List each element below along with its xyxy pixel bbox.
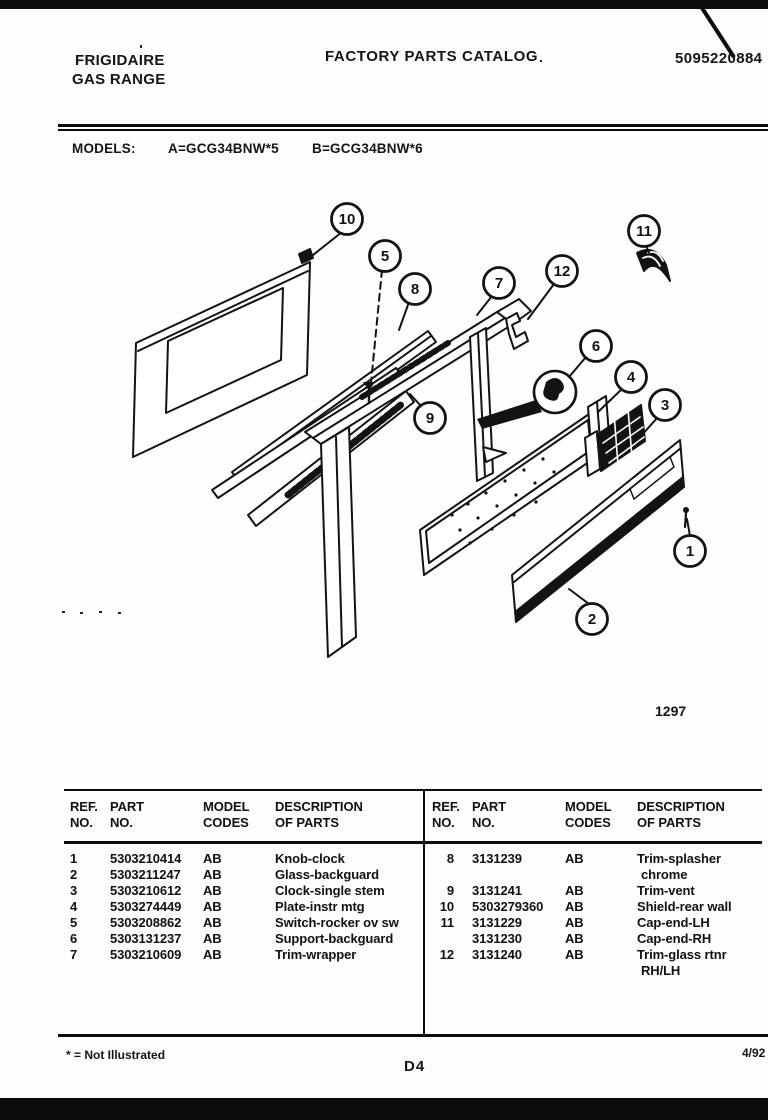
ref-no: 11 bbox=[440, 915, 454, 930]
table-row bbox=[70, 899, 420, 915]
figure-number: 1297 bbox=[655, 703, 687, 719]
header-rule-bottom bbox=[58, 129, 768, 131]
part-description: Trim-splasher chrome bbox=[637, 851, 721, 882]
part-description: Cap-end-LH bbox=[637, 915, 710, 930]
callout-7 bbox=[484, 268, 515, 299]
ref-no: 12 bbox=[439, 947, 454, 962]
callout-4 bbox=[616, 362, 647, 393]
left-parts-table bbox=[70, 851, 420, 963]
model-code: AB bbox=[203, 899, 222, 914]
scan-bottom-bar bbox=[0, 1098, 768, 1120]
ref-no: 2 bbox=[70, 867, 78, 882]
col-desc: DESCRIPTION bbox=[637, 799, 725, 814]
table-bottom-rule bbox=[58, 1034, 768, 1037]
svg-text:10: 10 bbox=[338, 211, 356, 228]
exploded-diagram bbox=[0, 185, 768, 760]
svg-text:9: 9 bbox=[425, 410, 435, 427]
model-b: B=GCG34BNW*6 bbox=[312, 141, 423, 156]
callout-8 bbox=[400, 274, 431, 305]
callout-6 bbox=[581, 331, 612, 362]
col-ref: REF. bbox=[432, 799, 460, 814]
table-row bbox=[70, 947, 420, 963]
part-no: 5303131237 bbox=[110, 931, 182, 946]
scan-speck bbox=[140, 45, 142, 48]
model-code: AB bbox=[565, 931, 584, 946]
col-model: MODEL bbox=[565, 799, 612, 814]
part-no: 5303279360 bbox=[472, 899, 544, 914]
model-code: AB bbox=[203, 851, 222, 866]
ref-no: 3 bbox=[70, 883, 78, 898]
part-no: 3131240 bbox=[472, 947, 522, 962]
table-header-rule bbox=[64, 841, 762, 844]
publication-number: 5095220884 bbox=[675, 50, 763, 67]
callout-12 bbox=[547, 256, 578, 287]
scan-top-bar bbox=[0, 0, 768, 9]
model-code: AB bbox=[203, 867, 222, 882]
svg-text:6: 6 bbox=[591, 338, 601, 355]
models-label: MODELS: bbox=[72, 141, 136, 156]
ref-no: 6 bbox=[70, 931, 78, 946]
svg-text:1: 1 bbox=[685, 543, 695, 560]
part-description: Glass-backguard bbox=[275, 867, 379, 882]
col-part: PART bbox=[110, 799, 145, 814]
part-no: 3131230 bbox=[472, 931, 522, 946]
col-ref: REF. bbox=[70, 799, 98, 814]
svg-text:7: 7 bbox=[494, 275, 504, 292]
model-code: AB bbox=[203, 883, 222, 898]
model-code: AB bbox=[203, 947, 222, 962]
callout-1 bbox=[675, 536, 706, 567]
part-description: Clock-single stem bbox=[275, 883, 385, 898]
svg-text:12: 12 bbox=[553, 263, 571, 280]
part-description: Plate-instr mtg bbox=[275, 899, 365, 914]
model-code: AB bbox=[565, 915, 584, 930]
col-model: MODEL bbox=[203, 799, 250, 814]
part-no: 3131241 bbox=[472, 883, 522, 898]
callout-11 bbox=[629, 216, 660, 247]
callout-3 bbox=[650, 390, 681, 421]
svg-text:4: 4 bbox=[626, 369, 636, 386]
part-no: 3131229 bbox=[472, 915, 522, 930]
page-number: D4 bbox=[404, 1058, 426, 1075]
col-desc: DESCRIPTION bbox=[275, 799, 363, 814]
part-no: 5303208862 bbox=[110, 915, 182, 930]
part-description: Support-backguard bbox=[275, 931, 394, 946]
ref-no bbox=[432, 931, 472, 947]
right-parts-table bbox=[432, 851, 762, 979]
table-center-divider bbox=[423, 789, 425, 1037]
ref-no: 5 bbox=[70, 915, 78, 930]
ref-no: 8 bbox=[446, 851, 454, 866]
table-top-rule bbox=[64, 789, 762, 791]
table-row bbox=[70, 867, 420, 883]
part-description: Trim-glass rtnr RH/LH bbox=[637, 947, 727, 978]
part-description: Switch-rocker ov sw bbox=[275, 915, 399, 930]
svg-text:2: 2 bbox=[587, 611, 597, 628]
svg-text:3: 3 bbox=[660, 397, 670, 414]
table-row bbox=[70, 915, 420, 931]
part-no: 5303210414 bbox=[110, 851, 182, 866]
revision-date: 4/92 bbox=[742, 1046, 766, 1060]
model-a: A=GCG34BNW*5 bbox=[168, 141, 279, 156]
table-row bbox=[70, 883, 420, 899]
brand-name: FRIGIDAIRE bbox=[75, 52, 165, 69]
model-code: AB bbox=[565, 947, 584, 962]
model-code: AB bbox=[565, 899, 584, 914]
table-row bbox=[432, 947, 762, 979]
right-table-header: REF. PART MODEL DESCRIPTION NO. NO. CODES OF PARTS bbox=[432, 799, 762, 831]
header-rule-top bbox=[58, 124, 768, 127]
table-row bbox=[70, 931, 420, 947]
part-description: Cap-end-RH bbox=[637, 931, 712, 946]
part-description: Trim-vent bbox=[637, 883, 695, 898]
end-cap bbox=[637, 250, 670, 281]
callout-5 bbox=[370, 241, 401, 272]
rocker-switch bbox=[477, 371, 576, 429]
model-code: AB bbox=[565, 883, 584, 898]
table-row bbox=[70, 851, 420, 867]
part-no: 3131239 bbox=[472, 851, 522, 866]
model-code: AB bbox=[203, 915, 222, 930]
callout-9 bbox=[415, 403, 446, 434]
svg-text:5: 5 bbox=[380, 248, 390, 265]
part-no: 5303210609 bbox=[110, 947, 182, 962]
table-row bbox=[432, 883, 762, 899]
part-description: Trim-wrapper bbox=[275, 947, 357, 962]
svg-text:11: 11 bbox=[636, 223, 652, 240]
svg-text:8: 8 bbox=[410, 281, 420, 298]
glass-retainer-bracket bbox=[506, 313, 528, 349]
part-no: 5303210612 bbox=[110, 883, 182, 898]
table-row bbox=[432, 931, 762, 947]
ref-no: 1 bbox=[70, 851, 78, 866]
page-title: FACTORY PARTS CATALOG bbox=[325, 48, 539, 65]
model-code: AB bbox=[565, 851, 584, 866]
callout-2 bbox=[577, 604, 608, 635]
ref-no: 10 bbox=[439, 899, 454, 914]
not-illustrated-footnote: * = Not Illustrated bbox=[66, 1048, 166, 1062]
brand-product-line: GAS RANGE bbox=[72, 71, 166, 88]
left-table-header: REF. PART MODEL DESCRIPTION NO. NO. CODES OF PARTS bbox=[70, 799, 420, 831]
part-description: Shield-rear wall bbox=[637, 899, 732, 914]
table-row bbox=[432, 915, 762, 931]
rear-wall-shield bbox=[133, 249, 313, 457]
part-description: Knob-clock bbox=[275, 851, 345, 866]
table-row bbox=[432, 851, 762, 883]
ref-no: 7 bbox=[70, 947, 78, 962]
part-no: 5303274449 bbox=[110, 899, 182, 914]
table-row bbox=[432, 899, 762, 915]
scan-speck bbox=[540, 60, 542, 62]
ref-no: 4 bbox=[70, 899, 78, 914]
col-part: PART bbox=[472, 799, 507, 814]
part-no: 5303211247 bbox=[110, 867, 181, 882]
ref-no: 9 bbox=[446, 883, 454, 898]
callout-10 bbox=[332, 204, 363, 235]
model-code: AB bbox=[203, 931, 222, 946]
